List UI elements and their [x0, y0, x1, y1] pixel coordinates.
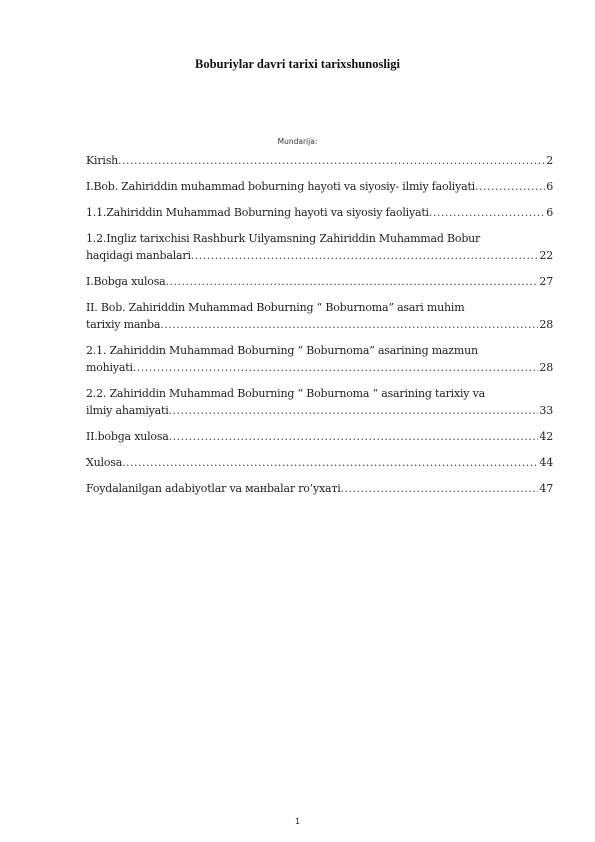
document-title: Boburiylar davri tarixi tarixshunosligi [195, 57, 400, 71]
toc-page-number: 6 [546, 206, 553, 219]
toc-entry-title: II.bobga xulosa [86, 430, 169, 443]
toc-page-number: 6 [546, 180, 553, 193]
toc-page-number: 42 [539, 430, 553, 443]
toc-leader-dots [160, 316, 538, 333]
toc-page-number: 44 [539, 456, 553, 469]
toc-leader-dots [191, 247, 539, 264]
toc-line [86, 273, 553, 290]
toc-line [86, 247, 553, 264]
toc-heading: Mundarija: [277, 137, 318, 146]
toc-entry [86, 204, 553, 221]
toc-entry-title: 1.1.Zahiriddin Muhammad Boburning hayoti va siyosiy faoliyati [86, 206, 429, 219]
toc-leader-dots [169, 428, 539, 445]
toc-entry [86, 342, 553, 376]
toc-entry [86, 230, 553, 264]
toc-leader-dots [169, 402, 539, 419]
toc-entry-title-line2: ilmiy ahamiyati [86, 404, 169, 417]
toc-entry-title-line1: 2.2. Zahiriddin Muhammad Boburning “ Boburnoma “ asarining tarixiy va [86, 387, 485, 400]
toc-leader-dots [341, 480, 539, 497]
toc-entry [86, 299, 553, 333]
toc-leader-dots [429, 204, 545, 221]
toc-page-number: 47 [539, 482, 553, 495]
toc-line [86, 480, 553, 497]
toc-entry-title: I.Bobga xulosa [86, 275, 166, 288]
toc-line [86, 204, 553, 221]
toc-entry [86, 480, 553, 497]
toc-page-number: 22 [539, 249, 553, 262]
toc-page-number: 33 [539, 404, 553, 417]
toc-entry-title: Xulosa [86, 456, 123, 469]
table-of-contents [86, 152, 553, 506]
toc-page-number: 2 [546, 154, 553, 167]
toc-page-number: 27 [539, 275, 553, 288]
toc-page-number: 28 [539, 318, 553, 331]
toc-line [86, 152, 553, 169]
toc-leader-dots [133, 359, 539, 376]
toc-leader-dots [475, 178, 545, 195]
toc-entry-title-line2: mohiyati [86, 361, 133, 374]
toc-entry-title-line2: tarixiy manba [86, 318, 161, 331]
toc-entry [86, 273, 553, 290]
toc-line [86, 316, 553, 333]
toc-entry-title-line1: 2.1. Zahiriddin Muhammad Boburning “ Boburnoma” asarining mazmun [86, 344, 478, 357]
toc-leader-dots [166, 273, 539, 290]
toc-line [86, 454, 553, 471]
toc-entry [86, 454, 553, 471]
toc-entry [86, 428, 553, 445]
toc-entry-title-line1: II. Bob. Zahiriddin Muhammad Boburning “ Boburnoma” asari muhim [86, 301, 465, 314]
toc-entry-title-line2: haqidagi manbalari [86, 249, 191, 262]
toc-line [86, 402, 553, 419]
page-number: 1 [294, 817, 301, 826]
toc-entry [86, 152, 553, 169]
toc-entry [86, 385, 553, 419]
toc-line [86, 428, 553, 445]
toc-entry-title-line1: 1.2.Ingliz tarixchisi Rashburk Uilyamsning Zahiriddin Muhammad Bobur [86, 232, 481, 245]
toc-line [86, 359, 553, 376]
toc-page-number: 28 [539, 361, 553, 374]
toc-entry-title: Kirish [86, 154, 119, 167]
toc-entry-title: Foydalanilgan adabiyotlar va манbalar ro’yхатi [86, 482, 341, 495]
toc-entry-title: I.Bob. Zahiriddin muhammad boburning hayoti va siyosiy- ilmiy faoliyati [86, 180, 476, 193]
toc-entry [86, 178, 553, 195]
toc-leader-dots [122, 454, 538, 471]
toc-line [86, 178, 553, 195]
toc-leader-dots [118, 152, 545, 169]
